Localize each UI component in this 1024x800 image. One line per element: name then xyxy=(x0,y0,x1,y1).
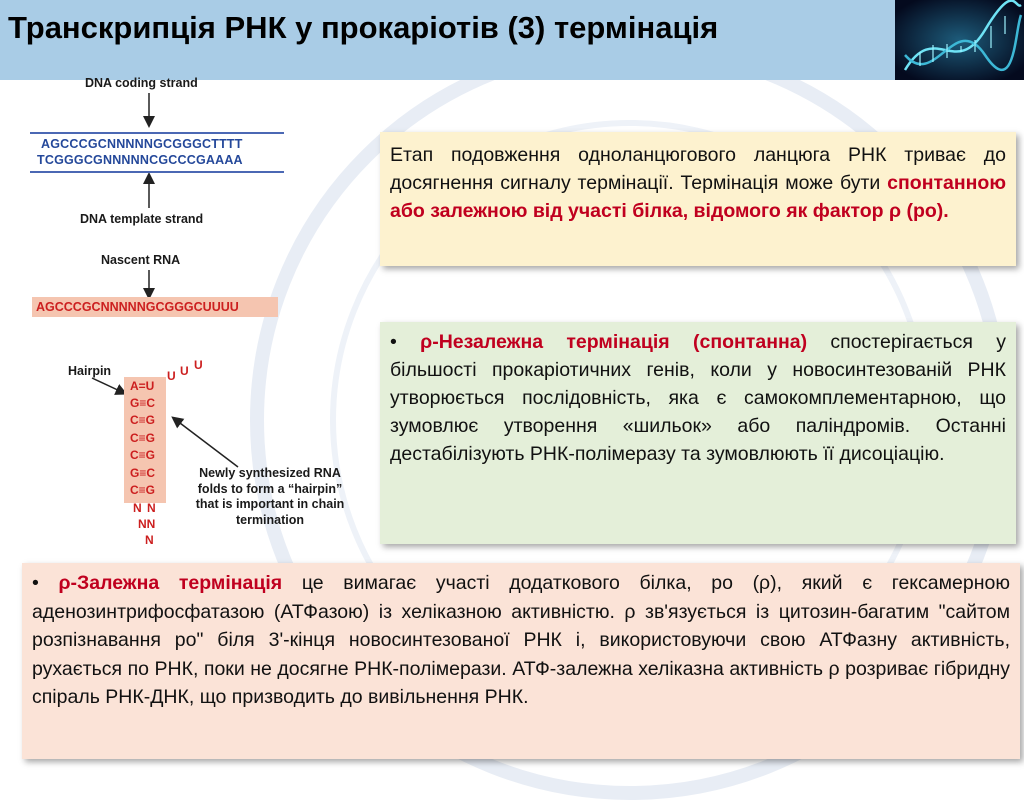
hairpin-note: Newly synthesized RNA folds to form a “hairpin” that is important in chain termination xyxy=(195,466,345,527)
loop-u-1: U xyxy=(167,369,176,383)
box1-highlight: спонтанною або залежною xyxy=(390,172,1006,222)
template-strand-sequence: TCGGGCGNNNNNCGCCCGAAAA xyxy=(37,153,243,167)
rho-independent-box xyxy=(380,322,1016,544)
tail-n-3: N xyxy=(145,533,154,547)
stem-pair: C≡G xyxy=(130,483,156,497)
rho-dependent-box xyxy=(22,563,1020,759)
stem-pair: A=U xyxy=(130,379,155,393)
stem-pair: C≡G xyxy=(130,448,156,462)
coding-strand-line xyxy=(30,132,284,134)
nascent-rna-sequence: AGCCCGCNNNNNGCGGGCUUUU xyxy=(36,300,239,314)
rho-dependent-heading: ρ-Залежна термінація xyxy=(58,572,283,594)
nascent-rna-label: Nascent RNA xyxy=(101,253,181,267)
loop-u-2: U xyxy=(180,364,189,378)
dna-template-strand-label: DNA template strand xyxy=(80,212,204,226)
tail-n-2: NN xyxy=(138,517,156,531)
hairpin-label: Hairpin xyxy=(68,364,112,378)
dna-helix-icon xyxy=(895,0,1024,80)
stem-pair: G≡C xyxy=(130,396,156,410)
stem-pair: G≡C xyxy=(130,466,156,480)
rho-dependent-body: це вимагає участі додаткового білка, ро (ρ), який є гексамерною аденозинтрифосфатазою (АТФазою) із хеліказною активністю. ρ зв'язується із цитозин-багатим "сайтом розпізнавання ро" біля 3'-кінця новосинтезованої РНК і, використовуючи свою АТФазну активність, рухається по РНК, поки не досягне РНК-полімерази. АТФ-залежна хеліказна активність ρ розриває гібридну спіраль РНК-ДНК, що призводить до вивільнення РНК. xyxy=(32,572,1010,708)
rho-independent-heading: ρ-Незалежна термінація (спонтанна) xyxy=(420,331,808,353)
coding-strand-sequence: AGCCCGCNNNNNGCGGGCTTTT xyxy=(41,137,243,151)
elongation-termination-box xyxy=(380,132,1016,266)
dna-coding-strand-label: DNA coding strand xyxy=(85,76,198,90)
tail-n-1: N N xyxy=(133,501,157,515)
stem-pair: C≡G xyxy=(130,431,156,445)
bullet: • xyxy=(32,572,39,594)
stem-pair: C≡G xyxy=(130,413,156,427)
loop-u-3: U xyxy=(194,358,203,372)
box1-text: Етап подовження одноланцюгового ланцюга РНК триває до досягнення сигналу термінації. Термінація може бути xyxy=(390,144,1006,194)
box1-bold: від участі білка, відомого як фактор ρ (ро). xyxy=(532,200,949,222)
bullet: • xyxy=(390,331,397,353)
slide-title: Транскрипція РНК у прокаріотів (3) термінація xyxy=(8,10,719,45)
template-strand-line xyxy=(30,171,284,173)
rho-independent-body: спостерігається у більшості прокаріотичних генів, коли у новосинтезованій РНК утворюється послідовність, яка є самокомплементарною, що зумовлює утворення «шильок» або паліндромів. Останні дестабілізують РНК-полімеразу та зумовлюють її дисоціацію. xyxy=(390,331,1006,465)
